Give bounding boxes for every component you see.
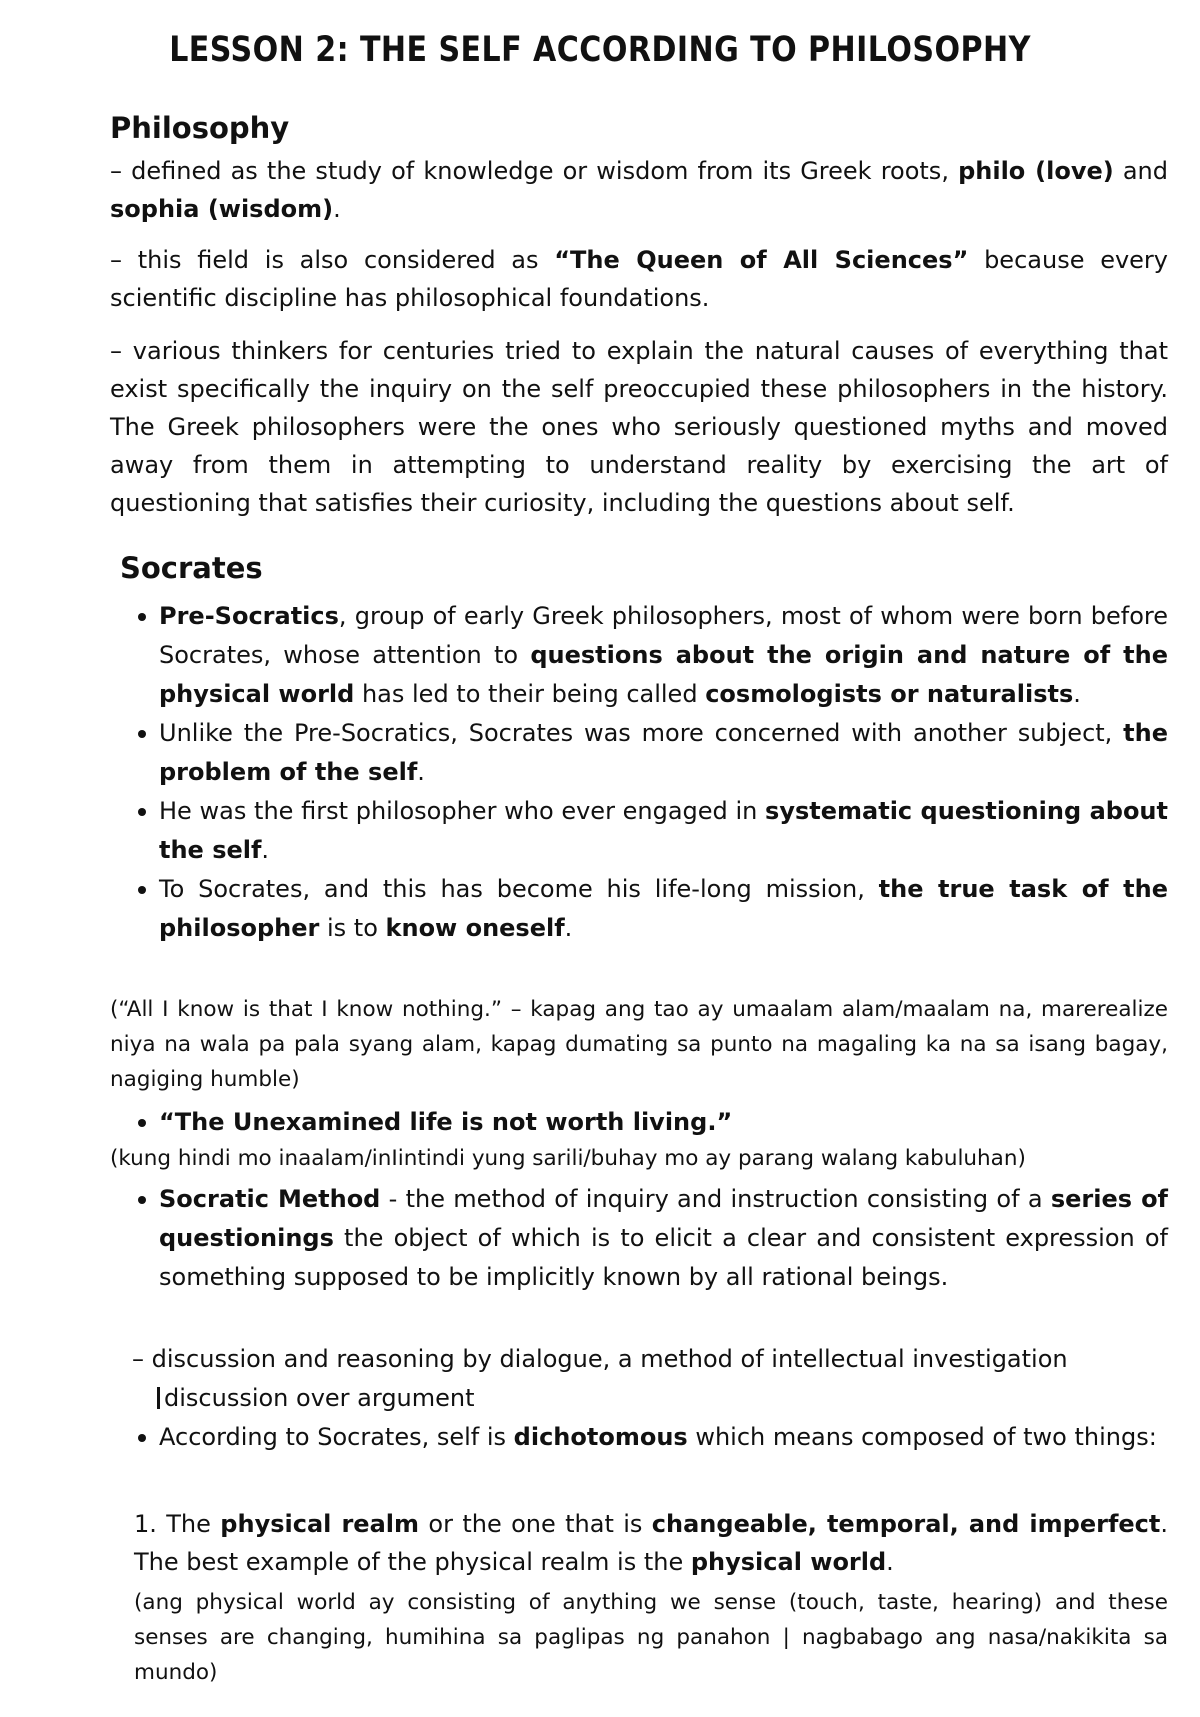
philosophy-queen-of-sciences: – this field is also considered as “The Queen of All Sciences” because every scientific discipline has philosophical foundations. (110, 246, 1168, 312)
socrates-bullets-4 (0, 1418, 1168, 1457)
bullet-socratic-method: Socratic Method - the method of inquiry and instruction consisting of a series of questionings the object of which is to elicit a clear and consistent expression of something supposed to be implicitly known by all rational beings. (0, 1180, 1168, 1297)
bullet-systematic-questioning: He was the first philosopher who ever engaged in systematic questioning about the self. (0, 792, 1168, 870)
philosophy-heading: Philosophy (110, 111, 290, 145)
bullet-dichotomous: According to Socrates, self is dichotomous which means composed of two things: (0, 1418, 1168, 1457)
bullet-unexamined-life: “The Unexamined life is not worth living.” (0, 1103, 1168, 1142)
socrates-bullets-1 (0, 597, 1168, 948)
socrates-bullets-3 (0, 1180, 1168, 1297)
physical-realm-item: 1. The physical realm or the one that is changeable, temporal, and imperfect. The best example of the physical realm is the physical world. (134, 1510, 1169, 1576)
bullet-pre-socratics: Pre-Socratics, group of early Greek philosophers, most of whom were born before Socrates, whose attention to questions about the origin and nature of the physical world has led to their being called cosmologists or naturalists. (0, 597, 1168, 714)
note-know-nothing: (“All I know is that I know nothing.” – kapag ang tao ay umaalam alam/maalam na, marerealize niya na wala pa pala syang alam, kapag dumating sa punto na magaling ka na sa isang bagay, nagiging humble) (110, 997, 1168, 1092)
note-unexamined-life: (kung hindi mo inaalam/inIintindi yung sarili/buhay mo ay parang walang kabuluhan) (110, 1146, 1026, 1171)
bullet-know-oneself: To Socrates, and this has become his life-long mission, the true task of the philosopher is to know oneself. (0, 870, 1168, 948)
philosophy-thinkers-paragraph: – various thinkers for centuries tried to explain the natural causes of everything that exist specifically the inquiry on the self preoccupied these philosophers in the history. The Greek philosophers were the ones who seriously questioned myths and moved away from them in attempting to understand reality by exercising the art of questioning that satisfies their curiosity, including the questions about self. (110, 337, 1168, 517)
socrates-heading: Socrates (120, 551, 263, 585)
philosophy-definition: – defined as the study of knowledge or wisdom from its Greek roots, philo (love) and sophia (wisdom). (110, 157, 1168, 223)
socratic-method-argument: discussion over argument (157, 1379, 1167, 1417)
socrates-bullets-2 (0, 1103, 1168, 1142)
note-physical-world: (ang physical world ay consisting of anything we sense (touch, taste, hearing) and these senses are changing, humihina sa paglipas ng panahon | nagbabago ang nasa/nakikita sa mundo) (134, 1590, 1168, 1685)
lesson-title: LESSON 2: THE SELF ACCORDING TO PHILOSOPHY (169, 30, 1031, 70)
socratic-method-dialogue: – discussion and reasoning by dialogue, a method of intellectual investigation (132, 1345, 1068, 1373)
vertical-bar-mark (157, 1387, 160, 1409)
bullet-problem-of-self: Unlike the Pre-Socratics, Socrates was more concerned with another subject, the problem of the self. (0, 714, 1168, 792)
